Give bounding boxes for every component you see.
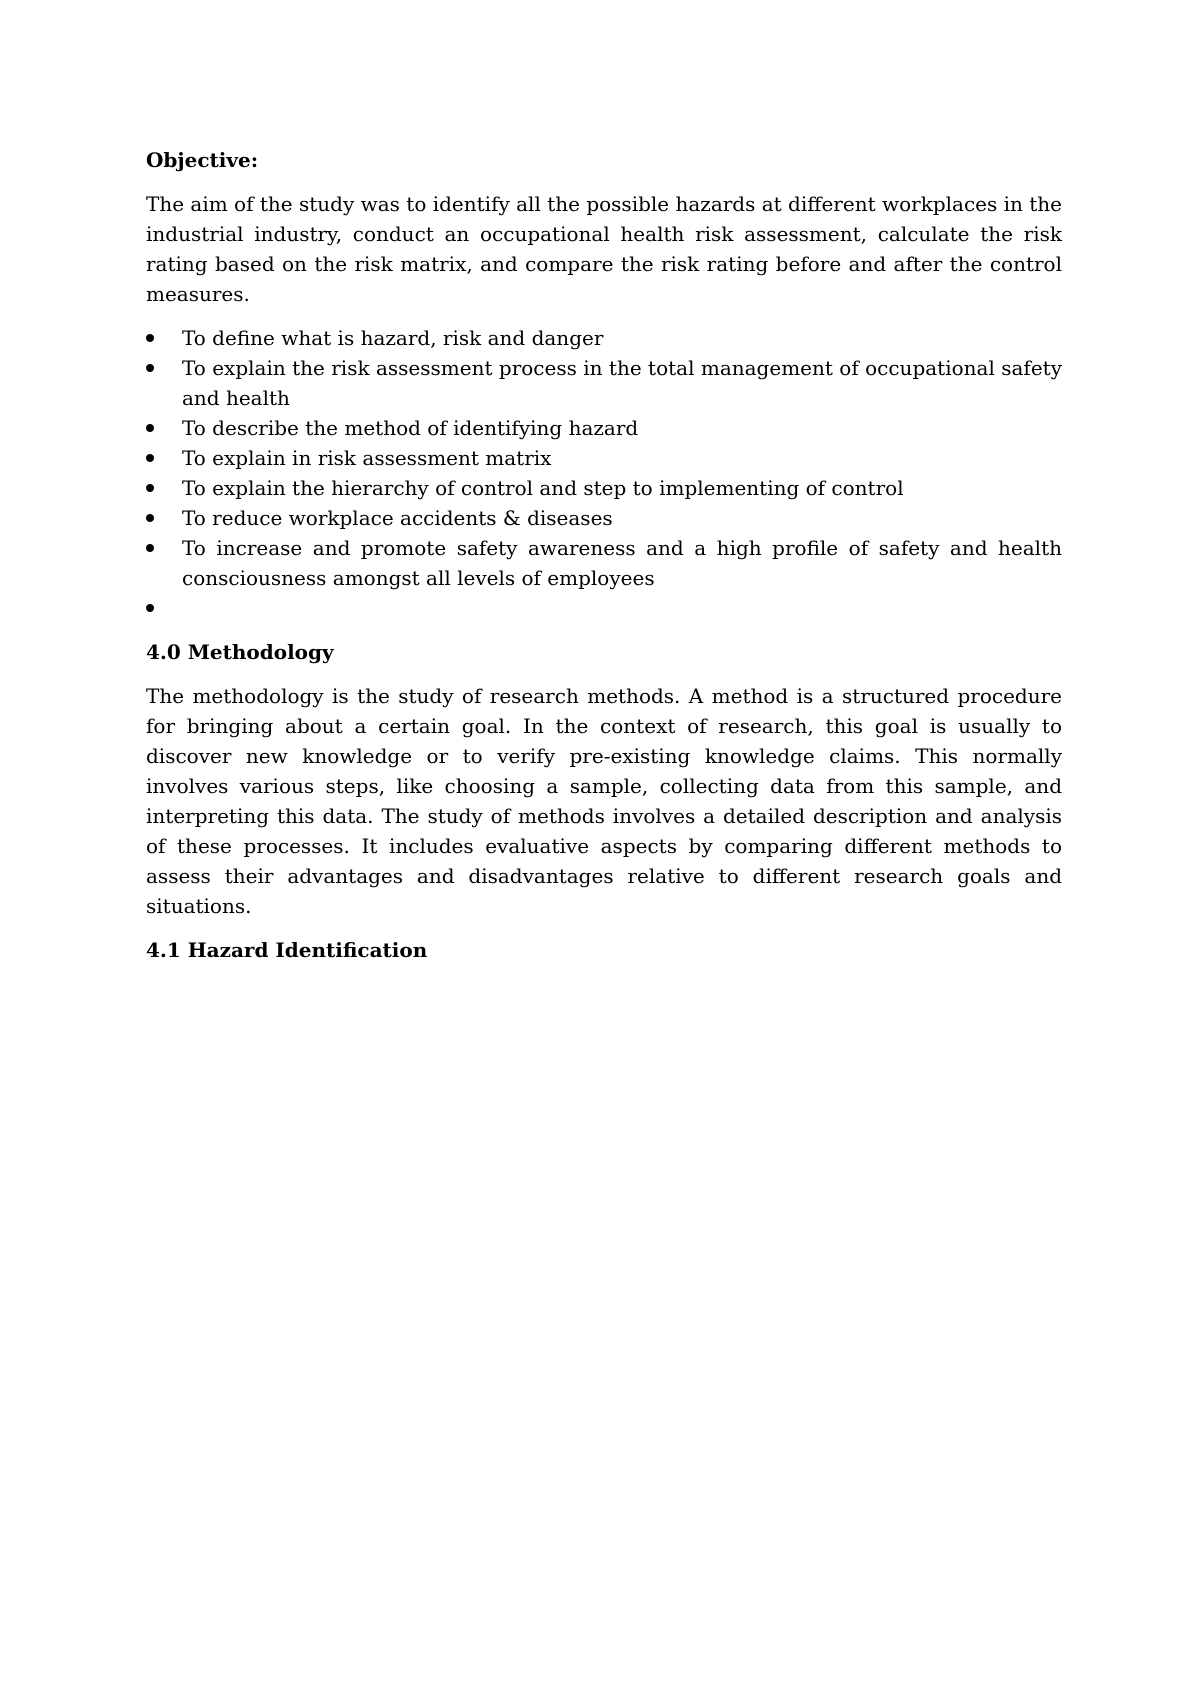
list-item-text: To increase and promote safety awareness and a high profile of safety and health consciousness amongst all levels of employees [182,536,1062,590]
hazard-identification-heading: 4.1 Hazard Identification [146,938,428,962]
objective-paragraph: The aim of the study was to identify all the possible hazards at different workplaces in the industrial industry, conduct an occupational health risk assessment, calculate the risk rating based on the risk matrix, and compare the risk rating before and after the control measures. [146,192,1062,306]
list-item [146,353,1062,413]
list-item-text: To define what is hazard, risk and danger [182,326,604,350]
list-item-text: To reduce workplace accidents & diseases [182,506,613,530]
bullet-icon [146,364,154,372]
list-item-text: To explain the risk assessment process in the total management of occupational safety and health [182,356,1062,410]
list-item [146,323,1062,353]
list-item [146,473,1062,503]
bullet-icon [146,484,154,492]
bullet-icon [146,514,154,522]
methodology-heading: 4.0 Methodology [146,640,334,664]
list-item [146,533,1062,593]
list-item [146,413,1062,443]
bullet-icon [146,604,154,612]
page-content [146,145,1062,979]
bullet-icon [146,334,154,342]
list-item-empty [146,593,1062,623]
list-item-text: To explain in risk assessment matrix [182,446,552,470]
list-item-text [182,596,188,620]
bullet-icon [146,544,154,552]
list-item-text: To explain the hierarchy of control and step to implementing of control [182,476,904,500]
bullet-icon [146,454,154,462]
list-item-text: To describe the method of identifying hazard [182,416,639,440]
list-item [146,443,1062,473]
objective-heading: Objective: [146,148,259,172]
list-item [146,503,1062,533]
bullet-icon [146,424,154,432]
objective-bullet-list [146,323,1062,623]
methodology-paragraph: The methodology is the study of research methods. A method is a structured procedure for bringing about a certain goal. In the context of research, this goal is usually to discover new knowledge or to verify pre-existing knowledge claims. This normally involves various steps, like choosing a sample, collecting data from this sample, and interpreting this data. The study of methods involves a detailed description and analysis of these processes. It includes evaluative aspects by comparing different methods to assess their advantages and disadvantages relative to different research goals and situations. [146,684,1062,918]
